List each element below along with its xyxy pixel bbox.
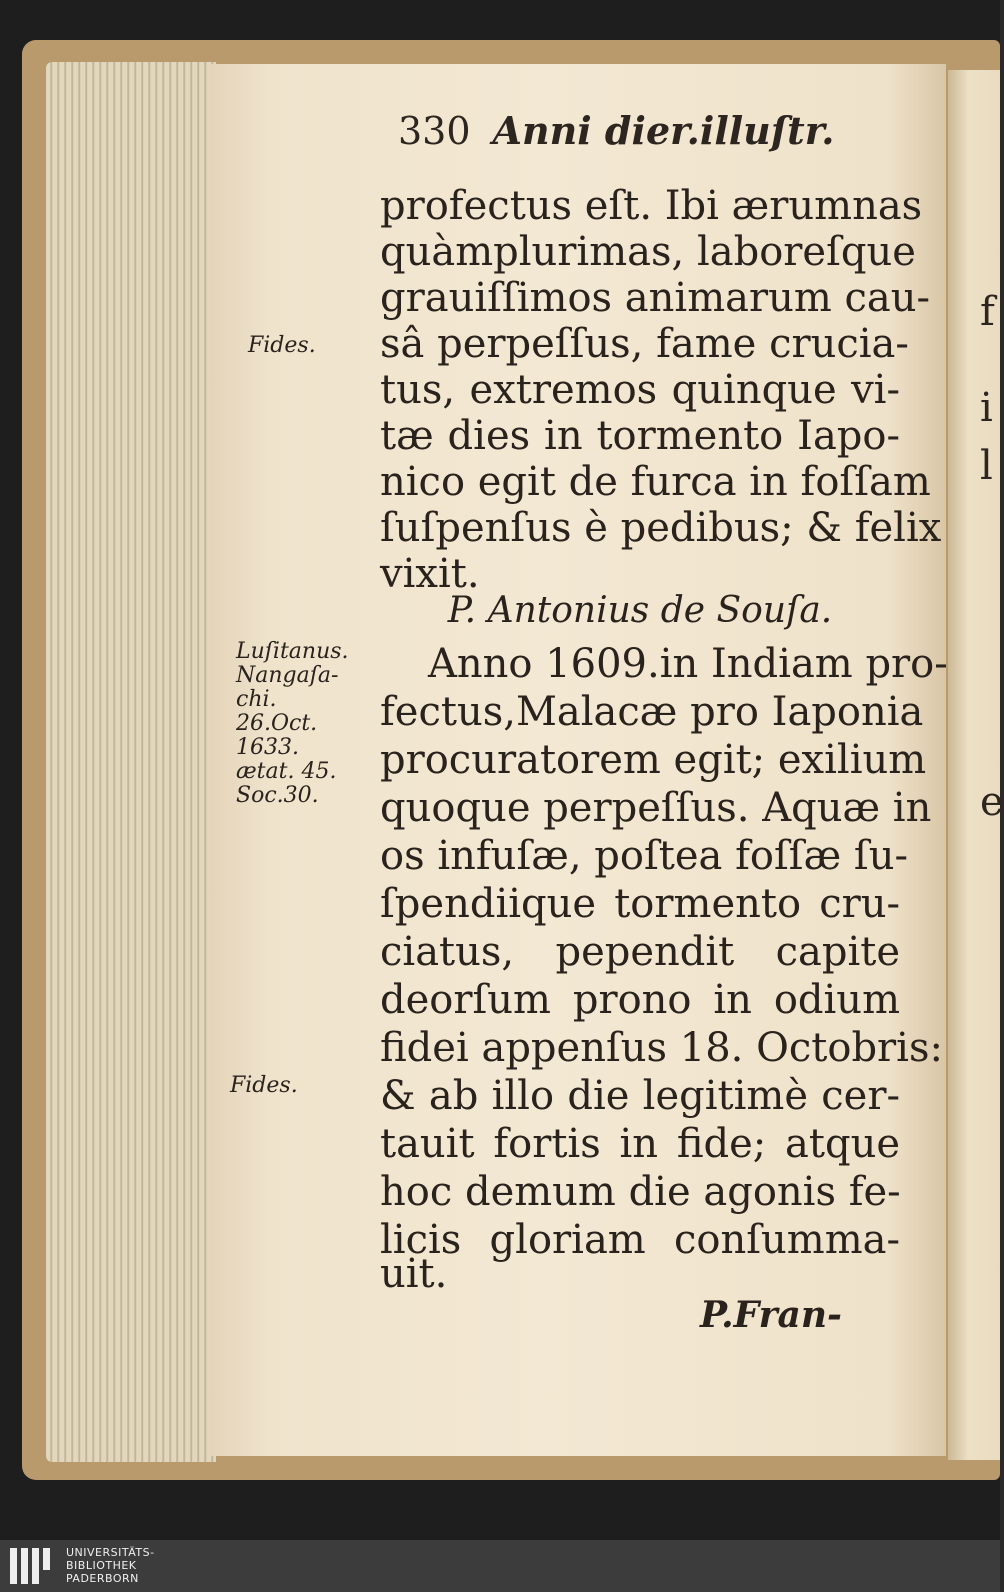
page-edges [46,62,216,1462]
text-line: ſuſpenſus è pedibus; & felix [380,505,942,551]
text-line: uit. [380,1251,448,1297]
logo-line: UNIVERSITÄTS- [66,1546,155,1559]
text-line: fidei appenſus 18. Octobris: [380,1025,943,1071]
text-line: Anno 1609.in Indiam pro- [428,641,948,687]
text-line: quoque perpeſſus. Aquæ in [380,785,932,831]
logo-line: BIBLIOTHEK [66,1559,137,1572]
text-line: & ab illo die legitimè cer- [380,1073,900,1119]
marginal-note: Fides. [248,333,316,358]
text-line: os infuſæ, poſtea foſſæ ſu- [380,833,908,879]
marginal-note [236,640,366,808]
facing-page-letter: l [980,443,993,489]
logo-line: PADERBORN [66,1572,139,1585]
library-footer [0,1540,1000,1592]
marginal-line: Nangaſa- [236,663,339,688]
text-line: profectus eſt. Ibi ærumnas [380,183,923,229]
text-line: vixit. [380,551,480,597]
marginal-line: 1633. [236,735,299,760]
running-title: Anni dier.illuſtr. [492,108,835,153]
catchword: P.Fran- [700,1294,842,1336]
text-line: tus, extremos quinque vi- [380,367,900,413]
text-line: tæ dies in tormento Iapo- [380,413,900,459]
text-line: deorſum prono in odium [380,977,900,1023]
marginal-line: chi. [236,687,277,712]
marginal-line: Luſitanus. [236,639,349,664]
text-line: procuratorem egit; exilium [380,737,927,783]
text-line: sâ perpeſſus, fame crucia- [380,321,909,367]
section-heading: P. Antonius de Souſa. [447,590,833,631]
facing-page-letter: f [980,289,995,335]
marginal-line: ætat. 45. [236,759,337,784]
library-logo-icon [10,1548,56,1584]
facing-page-letter: i [980,385,993,431]
facing-page-letter: e [980,779,1004,825]
text-line: hoc demum die agonis fe- [380,1169,901,1215]
marginal-line: 26.Oct. [236,711,318,736]
text-line: tauit fortis in fide; atque [380,1121,900,1167]
text-line: fectus,Malacæ pro Iaponia [380,689,924,735]
running-head [398,108,835,156]
text-line: nico egit de furca in foſſam [380,459,931,505]
facing-page-edge [948,70,1004,1460]
text-line: ciatus, pependit capite [380,929,900,975]
text-line: grauiſſimos animarum cau- [380,275,931,321]
marginal-note: Fides. [230,1073,298,1098]
page-number: 330 [398,109,471,153]
text-line: quàmplurimas, laboreſque [380,229,916,275]
text-line: licis gloriam conſumma- [380,1217,900,1263]
text-line: ſpendiique tormento cru- [380,881,900,927]
marginal-line: Soc.30. [236,783,319,808]
library-logo-text [66,1546,155,1585]
